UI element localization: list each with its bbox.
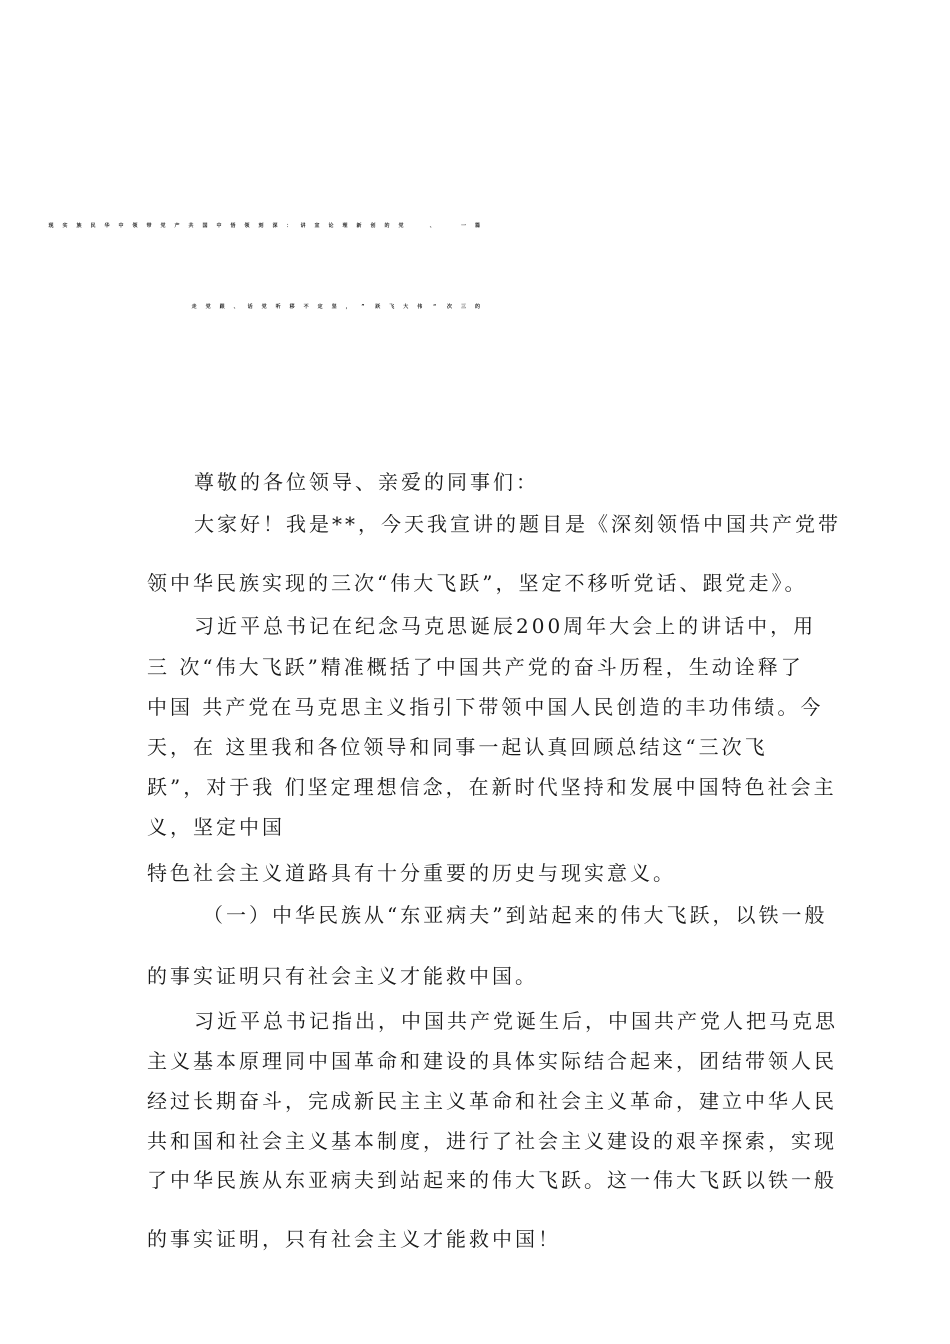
paragraph-line: 跃”，对于我 们坚定理想信念，在新时代坚持和发展中国特色社会主 — [147, 775, 837, 799]
paragraph-line: 天，在 这里我和各位领导和同事一起认真回顾总结这“三次飞 — [147, 735, 768, 759]
paragraph-line: 特色社会主义道路具有十分重要的历史与现实意义。 — [147, 861, 676, 885]
paragraph-line: 三 次“伟大飞跃”精准概括了中国共产党的奋斗历程，生动诠释了 — [147, 655, 804, 679]
document-title-line-2 — [0, 303, 950, 310]
paragraph-line: 共和国和社会主义基本制度，进行了社会主义建设的艰辛探索，实现 — [147, 1129, 837, 1153]
paragraph-line: 习近平总书记在纪念马克思诞辰200周年大会上的讲话中，用 — [194, 614, 817, 638]
paragraph-line: 经过长期奋斗，完成新民主主义革命和社会主义革命，建立中华人民 — [147, 1089, 837, 1113]
paragraph-line: 大家好！我是**，今天我宣讲的题目是《深刻领悟中国共产党带 — [194, 512, 841, 536]
section-heading-line: （一）中华民族从“东亚病夫”到站起来的伟大飞跃，以铁一般 — [203, 903, 828, 927]
paragraph-line: 了中华民族从东亚病夫到站起来的伟大飞跃。这一伟大飞跃以铁一般 — [147, 1168, 837, 1192]
paragraph-line: 领中华民族实现的三次“伟大飞跃”，坚定不移听党话、跟党走》。 — [147, 571, 808, 595]
paragraph-line: 义，坚定中国 — [147, 815, 285, 839]
document-title-line-1 — [0, 222, 950, 229]
paragraph-line: 中国 共产党在马克思主义指引下带领中国人民创造的丰功伟绩。今 — [147, 695, 824, 719]
section-heading-line: 的事实证明只有社会主义才能救中国。 — [147, 964, 538, 988]
salutation: 尊敬的各位领导、亲爱的同事们： — [194, 470, 539, 494]
paragraph-line: 的事实证明，只有社会主义才能救中国！ — [147, 1227, 561, 1251]
paragraph-line: 习近平总书记指出，中国共产党诞生后，中国共产党人把马克思 — [194, 1009, 838, 1033]
paragraph-line: 主义基本原理同中国革命和建设的具体实际结合起来，团结带领人民 — [147, 1049, 837, 1073]
